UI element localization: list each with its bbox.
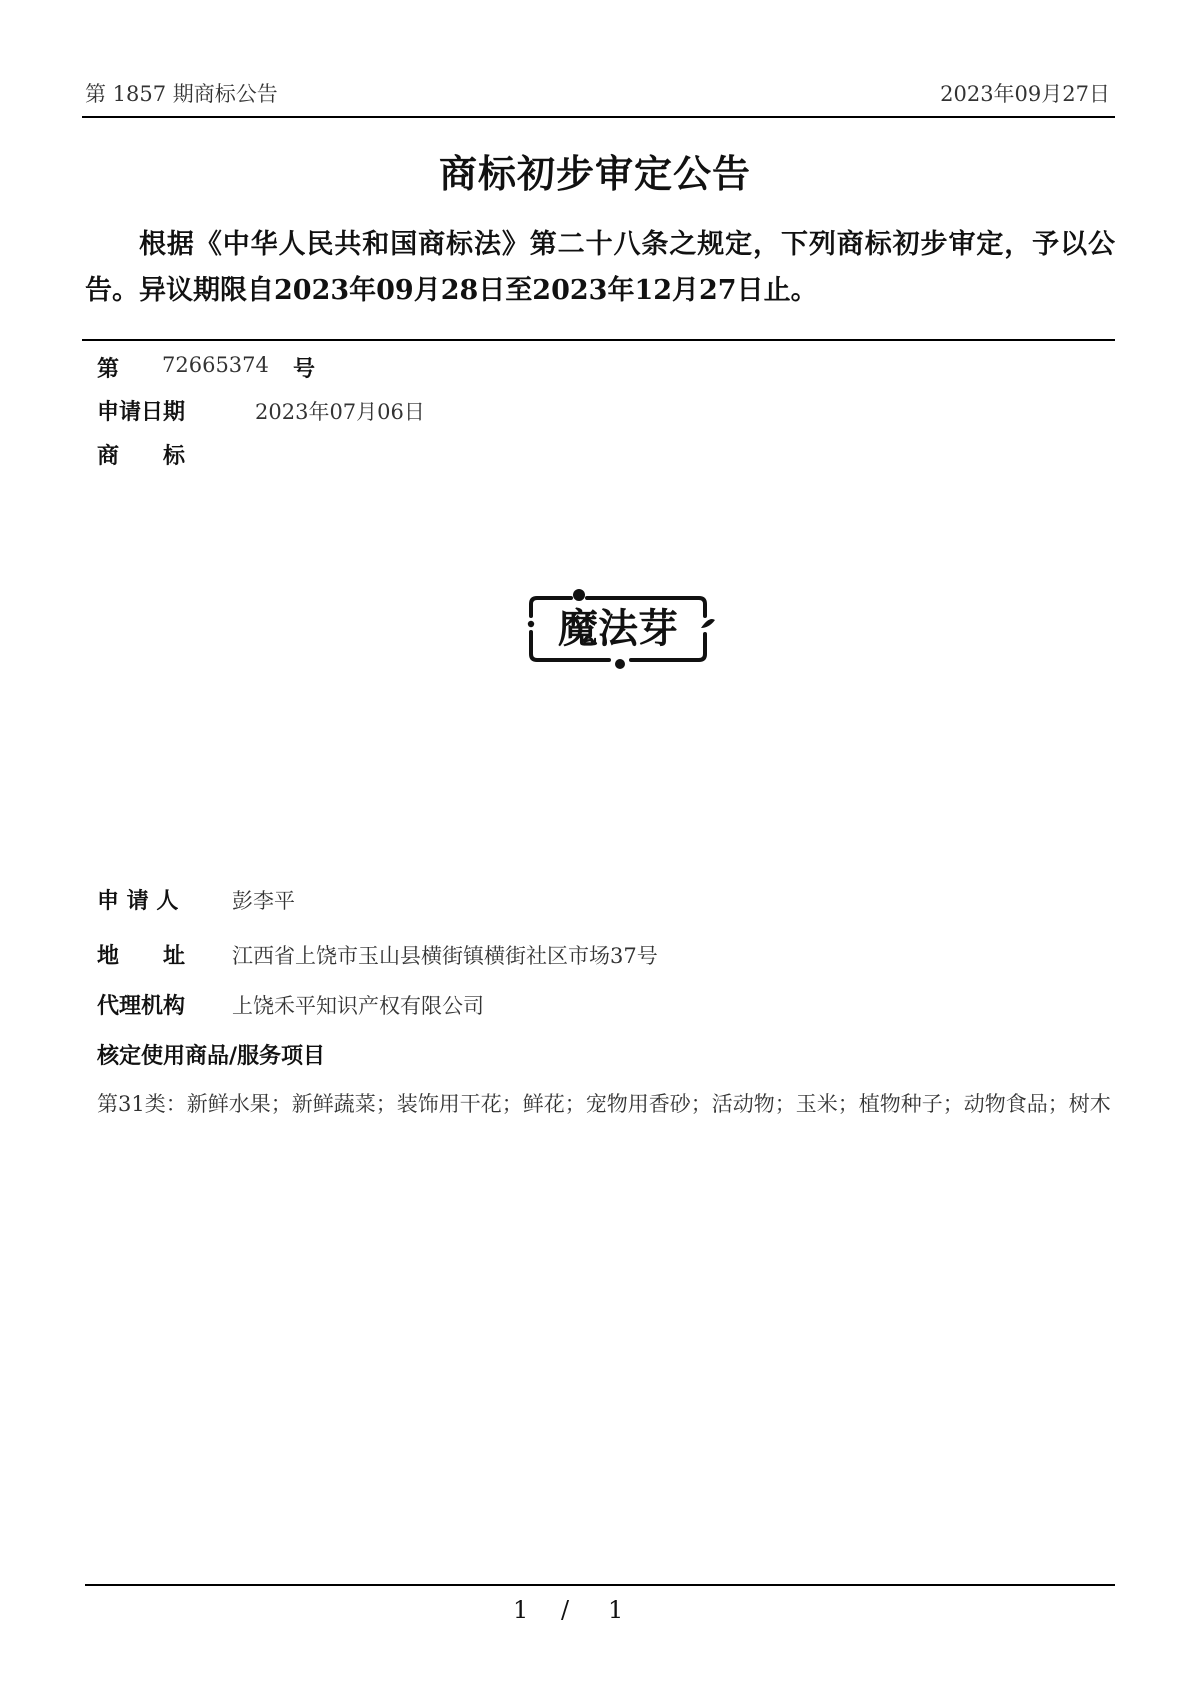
apply-date-label: 申请日期 (97, 400, 186, 425)
apply-date-value: 2023年07月06日 (255, 400, 425, 424)
page-separator: / (561, 1596, 570, 1624)
page-title: 商标初步审定公告 (438, 151, 751, 196)
goods-label: 核定使用商品/服务项目 (97, 1044, 326, 1069)
page-total: 1 (608, 1596, 624, 1624)
footer-rule (85, 1584, 1115, 1586)
goods-list: 第31类：新鲜水果；新鲜蔬菜；装饰用干花；鲜花；宠物用香砂；活动物；玉米；植物种子；动物食品；树木 (97, 1092, 1111, 1116)
reg-no-prefix: 第 (97, 357, 120, 382)
intro-paragraph: 根据《中华人民共和国商标法》第二十八条之规定，下列商标初步审定，予以公告。异议期限自2023年09月28日至2023年12月27日止。 (85, 229, 1115, 306)
applicant-value: 彭李平 (232, 889, 295, 913)
agent-label: 代理机构 (97, 994, 186, 1019)
reg-no-suffix: 号 (293, 357, 316, 382)
agent-value: 上饶禾平知识产权有限公司 (232, 994, 484, 1018)
header-rule (82, 116, 1115, 118)
applicant-label: 申 请 人 (97, 889, 179, 914)
header-date: 2023年09月27日 (940, 82, 1110, 106)
trademark-text: 魔法芽 (558, 606, 678, 652)
mark-label: 商 标 (97, 444, 186, 469)
reg-no-value: 72665374 (162, 353, 269, 377)
issue-number: 第 1857 期商标公告 (85, 82, 278, 106)
intro-rule (82, 339, 1115, 341)
page-number: 1 (513, 1596, 529, 1624)
trademark-logo (525, 588, 715, 670)
address-value: 江西省上饶市玉山县横街镇横街社区市场37号 (232, 944, 658, 968)
address-label: 地 址 (97, 944, 186, 969)
